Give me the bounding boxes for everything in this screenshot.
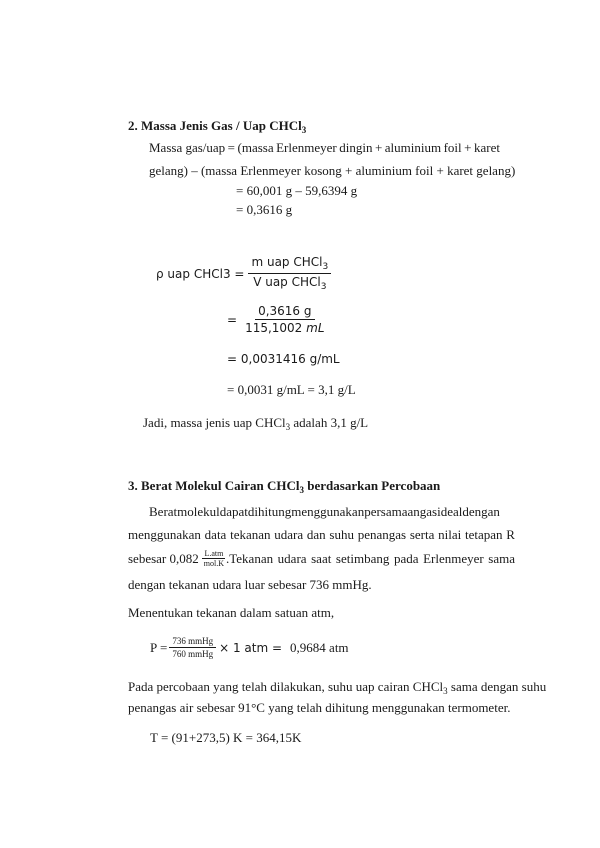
word: dihitung	[247, 504, 292, 519]
pressure-equation: P = $\frac{\text{736 mmHg}}{\text{760 mmHg}}$ × 1 atm = 0,9684 atm	[150, 636, 349, 659]
section-3-number: 3.	[128, 478, 138, 493]
equals-sign: =	[227, 312, 238, 327]
word: saat	[311, 550, 332, 566]
word: serta	[409, 527, 435, 542]
word: gas	[419, 504, 438, 519]
fraction-denominator: 115,1002 mL	[245, 321, 325, 335]
word: ideal	[437, 504, 463, 519]
section-3-p1-line-3: sebesar 0,082 $\frac{\text{L.atm}}{\text{mol.K}}$ .Tekanan udara saat setimbang pada Erlenmeyer sama	[128, 549, 515, 568]
fraction-numerator: m uap CHCl$_3$	[248, 255, 331, 274]
calc-line-2: = 0,3616 g	[236, 202, 293, 217]
calc-line-1: = 60,001 g – 59,6394 g	[236, 183, 358, 198]
word: dapat	[219, 504, 248, 519]
section-2-title: Massa Jenis Gas / Uap CHCl$_3$	[141, 118, 307, 135]
section-3-p1-line-2	[128, 527, 515, 543]
section-3-p3-line-1: Pada percobaan yang telah dilakukan, suhu uap cairan CHCl$_3$ sama dengan suhu	[128, 679, 547, 696]
word: penangas	[357, 527, 407, 542]
density-label: ρ uap CHCl3 =	[156, 266, 245, 281]
word: .Tekanan	[226, 550, 274, 566]
word: (massa	[237, 140, 274, 155]
section-2-line-2: gelang) – (massa Erlenmeyer kosong + aluminium foil + karet gelang)	[149, 163, 516, 178]
section-2-heading	[128, 118, 306, 135]
word: sama	[488, 550, 515, 566]
word: pada	[393, 550, 419, 566]
word: tetapan	[465, 527, 503, 542]
fraction-numerator: 0,3616 g	[255, 304, 314, 320]
section-3-heading	[128, 478, 440, 495]
word: +	[464, 140, 472, 155]
word: dengan	[462, 504, 500, 519]
word: foil	[443, 140, 462, 155]
word: udara	[277, 550, 307, 566]
temperature-equation: T = (91+273,5) K = 364,15K	[150, 730, 302, 745]
density-substitution	[227, 304, 328, 335]
section-3-p1-line-4: dengan tekanan udara luar sebesar 736 mmHg.	[128, 577, 372, 592]
gas-constant-unit-fraction: $\frac{\text{L.atm}}{\text{mol.K}}$	[203, 549, 224, 568]
word: Erlenmeyer	[423, 550, 484, 566]
word: menggunakan	[128, 527, 201, 542]
subscript: 3	[301, 125, 307, 135]
density-result-1: = 0,0031416 g/mL	[227, 352, 340, 366]
section-3-p3-line-2: penangas air sebesar 91°C yang telah dihitung menggunakan termometer.	[128, 700, 511, 715]
section-2-conclusion: Jadi, massa jenis uap CHCl$_3$ adalah 3,1 g/L	[143, 415, 369, 432]
word: =	[227, 140, 236, 155]
word: data	[204, 527, 227, 542]
word: suhu	[329, 527, 354, 542]
word: udara	[274, 527, 304, 542]
section-3-title: Berat Molekul Cairan CHCl$_3$ berdasarkan Percobaan	[141, 478, 441, 495]
substitution-fraction	[242, 304, 327, 335]
word: Massa gas/uap	[149, 140, 226, 155]
word: setimbang	[335, 550, 390, 566]
word: nilai	[438, 527, 462, 542]
pressure-fraction: $\frac{\text{736 mmHg}}{\text{760 mmHg}}$	[169, 636, 216, 659]
word: menggunakan	[291, 504, 365, 519]
word: Erlenmeyer	[276, 140, 337, 155]
section-2-number: 2.	[128, 118, 138, 133]
word: tekanan	[230, 527, 271, 542]
section-3-p2: Menentukan tekanan dalam satuan atm,	[128, 605, 335, 620]
density-fraction	[248, 255, 331, 292]
word: dan	[306, 527, 326, 542]
fraction-denominator: V uap CHCl$_3$	[253, 275, 327, 292]
density-equation	[156, 255, 331, 292]
word: dingin	[339, 140, 373, 155]
word: persamaan	[364, 504, 420, 519]
word: aluminium	[384, 140, 442, 155]
section-3-p1-line-1	[149, 504, 500, 520]
density-result-2: = 0,0031 g/mL = 3,1 g/L	[227, 382, 356, 397]
word: R	[506, 527, 515, 542]
word: karet	[473, 140, 500, 155]
word: molekul	[177, 504, 220, 519]
word: Berat	[149, 504, 178, 519]
section-2-line-1	[149, 140, 500, 156]
word: +	[374, 140, 383, 155]
